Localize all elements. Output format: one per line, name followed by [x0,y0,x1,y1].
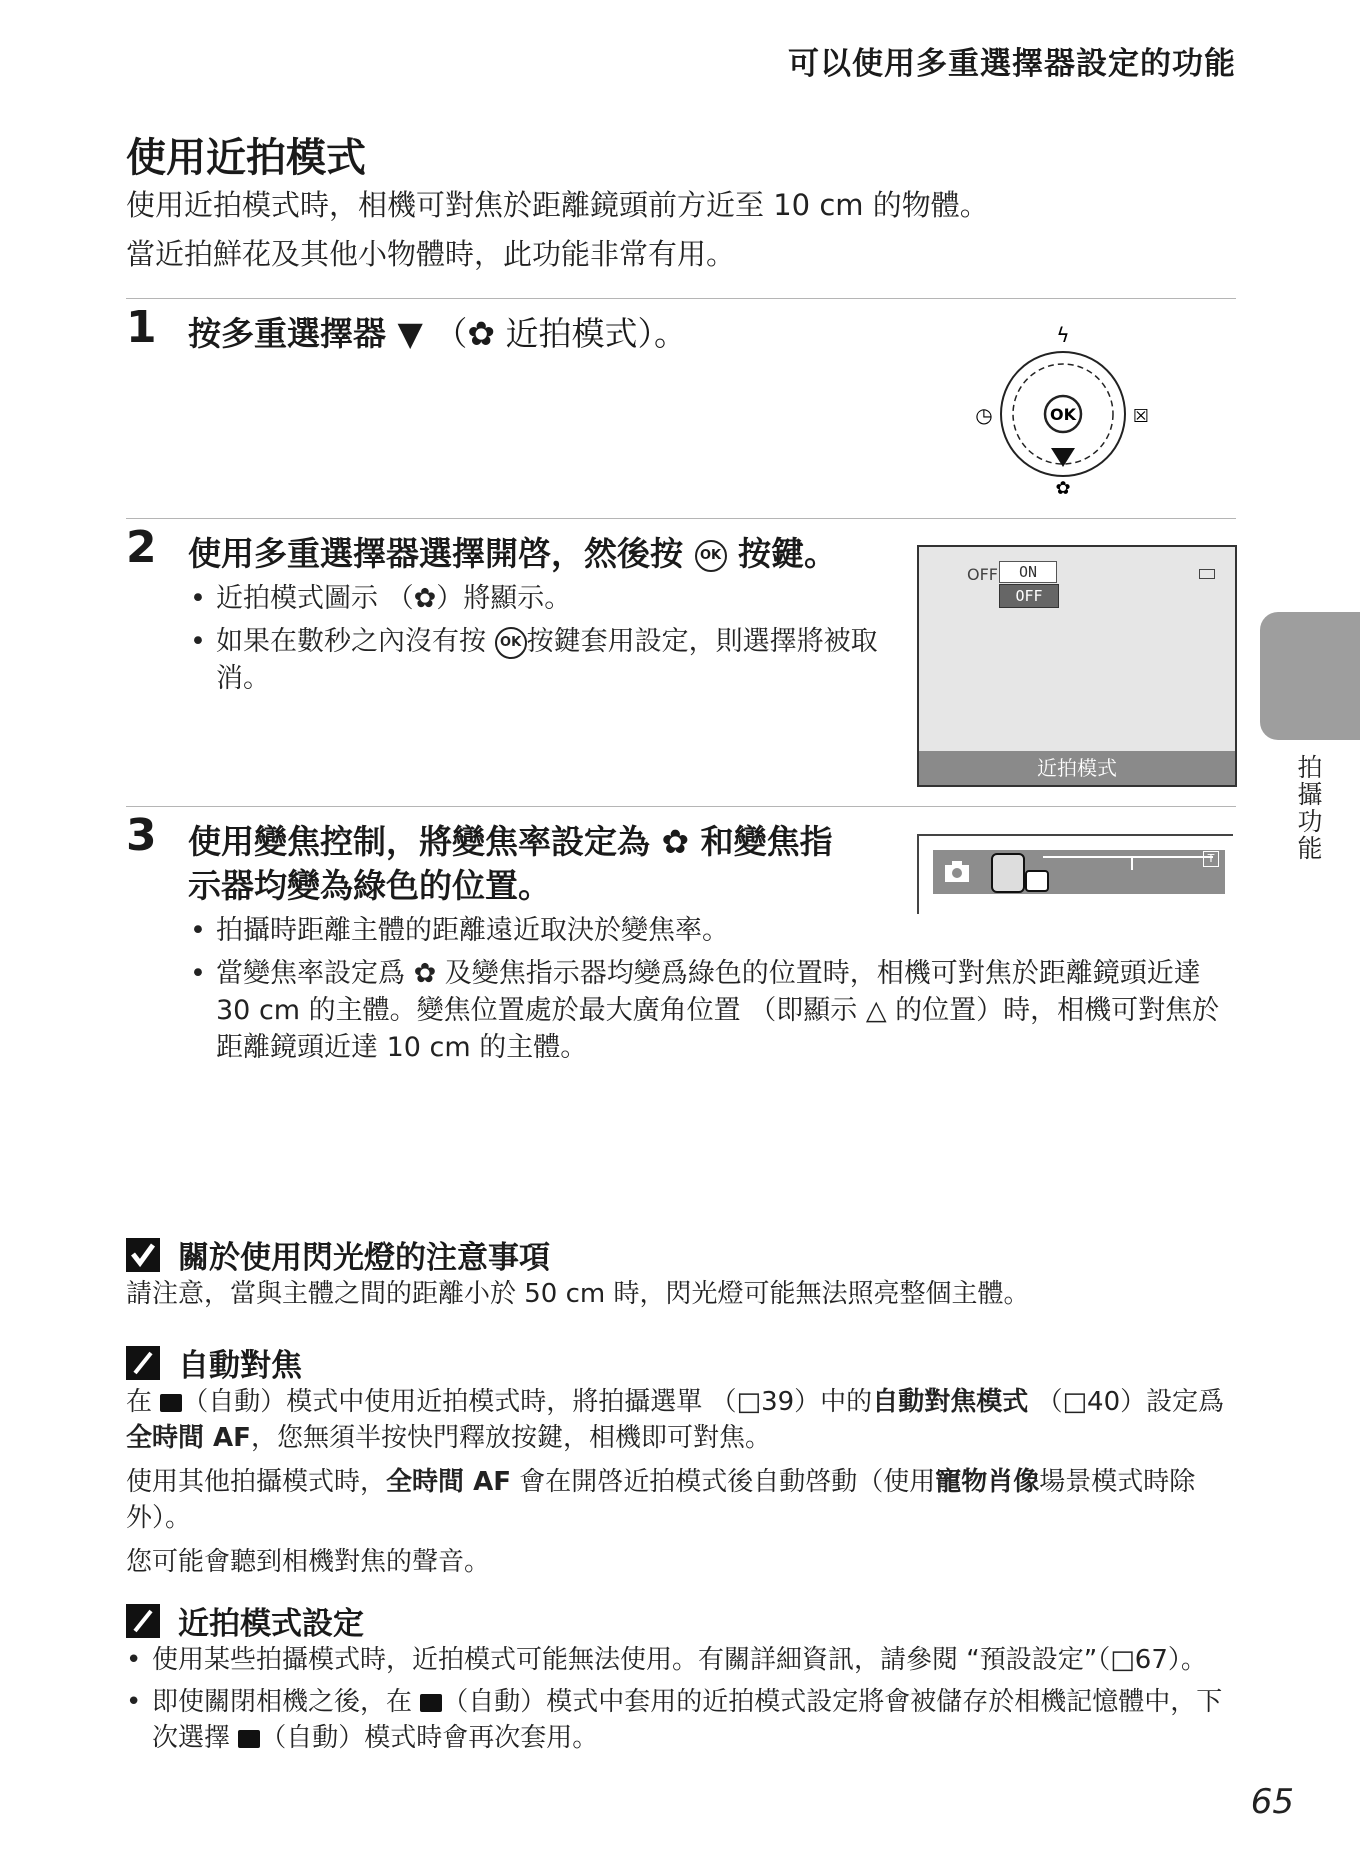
pencil-note-icon [126,1604,160,1638]
page-number: 65 [1250,1782,1294,1822]
exposure-comp-icon: ☒ [1132,406,1150,427]
text: 即使關閉相機之後，在 [152,1687,421,1717]
text: 在 [126,1387,161,1417]
macro-off-icon: OFF [967,565,998,584]
text: （自動）模式時會再次套用。 [260,1723,599,1753]
text: 場景模式時除外）。 [126,1467,1196,1533]
text: （自動）模式中套用的近拍模式設定將會被儲存於相機記憶體中，下次選擇 [152,1687,1223,1753]
text: 寵物肖像 [935,1467,1040,1497]
text: 全時間 AF [386,1467,511,1497]
chapter-header: 可以使用多重選擇器設定的功能 [788,46,1236,82]
multi-selector-diagram [968,320,1168,500]
intro-line-1: 使用近拍模式時，相機可對焦於距離鏡頭前方近至 10 cm 的物體。 [126,188,989,222]
step-3-number: 3 [126,810,157,861]
note-autofocus-heading [126,1340,302,1385]
list-item: • 近拍模式圖示 （✿）將顯示。 [190,580,890,617]
list-item [190,623,890,697]
text: ，您無須半按快門釋放按鍵，相機即可對焦。 [250,1423,771,1453]
zoom-track [1043,856,1213,858]
auto-mode-icon [238,1730,260,1748]
camera-icon [943,858,971,884]
list-item: • 拍攝時距離主體的距離遠近取決於變焦率。 [190,912,1236,949]
step-3-heading-line-1: 使用變焦控制，將變焦率設定為 ✿ 和變焦指 [188,822,833,861]
auto-mode-icon [160,1394,182,1412]
step-2-heading [188,532,837,576]
tele-label: T [1203,851,1219,867]
step-3-heading-line-2: 示器均變為綠色的位置。 [188,866,551,905]
note-autofocus-body [126,1384,1236,1588]
note-paragraph: 您可能會聽到相機對焦的聲音。 [126,1547,491,1577]
option-on: ON [999,561,1057,583]
ok-button-icon: OK [495,627,527,659]
text: 全時間 AF [126,1423,251,1453]
text: 會在開啓近拍模式後自動啓動（使用 [510,1467,936,1497]
note-paragraph [126,1384,1236,1456]
camera-monitor-screen [917,545,1237,787]
note-paragraph [126,1464,1236,1536]
step-1-heading-a: 按多重選擇器 ▼ [188,314,435,353]
intro-line-2: 當近拍鮮花及其他小物體時，此功能非常有用。 [126,237,736,271]
divider [126,806,1236,807]
step-3-bullets [190,912,1236,1072]
step-2-heading-after: 按鍵。 [726,534,837,573]
text: 使用其他拍攝模式時， [126,1467,387,1497]
caution-check-icon [126,1238,160,1272]
step-2-number: 2 [126,522,157,573]
zoom-position-marker [1131,856,1133,870]
step-2-heading-text: 使用多重選擇器選擇開啓，然後按 [188,534,695,573]
note-title: 近拍模式設定 [178,1606,364,1642]
zoom-indicator-screen [917,834,1233,914]
option-off-selected: OFF [999,584,1059,608]
wide-angle-icon [1025,870,1049,892]
flash-icon: ϟ [1056,323,1070,347]
step-1-heading-b: （✿ 近拍模式）。 [434,314,687,353]
note-flash-heading [126,1232,550,1277]
self-timer-icon: ◷ [975,403,993,427]
note-flash-body [126,1276,1236,1320]
list-item: • 使用某些拍攝模式時，近拍模式可能無法使用。有關詳細資訊，請參閱 “預設設定”（□67）。 [126,1642,1236,1678]
divider [126,298,1236,299]
list-item [126,1684,1236,1756]
pencil-note-icon [126,1346,160,1380]
bullet-text: 如果在數秒之內沒有按 [216,626,495,657]
auto-mode-icon [420,1694,442,1712]
text: （□40）設定爲 [1028,1387,1225,1417]
step-1-number: 1 [126,302,157,353]
ok-label: OK [1050,405,1076,424]
battery-icon [1199,569,1215,579]
note-paragraph: 請注意，當與主體之間的距離小於 50 cm 時，閃光燈可能無法照亮整個主體。 [126,1279,1030,1309]
monitor-caption: 近拍模式 [919,751,1235,785]
text: 自動對焦模式 [872,1387,1029,1417]
chapter-tab-label: 拍攝功能 [1294,754,1323,862]
step-1-heading [188,312,687,356]
chapter-tab [1260,612,1360,740]
divider [126,518,1236,519]
macro-icon: ✿ [1055,478,1071,499]
text: （自動）模式中使用近拍模式時，將拍攝選單 （□39）中的 [182,1387,873,1417]
bullet-text: 按鍵套用設定，則選擇將被取消。 [216,626,878,694]
zoom-indicator-bar [933,850,1225,894]
note-macro-settings-heading [126,1598,364,1643]
note-title: 關於使用閃光燈的注意事項 [178,1240,550,1276]
step-2-bullets [190,580,890,703]
section-title: 使用近拍模式 [126,135,366,181]
note-title: 自動對焦 [178,1348,302,1384]
macro-icon [991,853,1025,893]
ok-button-icon: OK [695,540,727,572]
note-macro-settings-bullets [126,1642,1236,1762]
list-item: • 當變焦率設定爲 ✿ 及變焦指示器均變爲綠色的位置時，相機可對焦於距離鏡頭近達 30 cm 的主體。變焦位置處於最大廣角位置 （即顯示 △ 的位置）時，相機可對焦於距離鏡頭近達 10 cm 的主體。 [190,955,1236,1066]
